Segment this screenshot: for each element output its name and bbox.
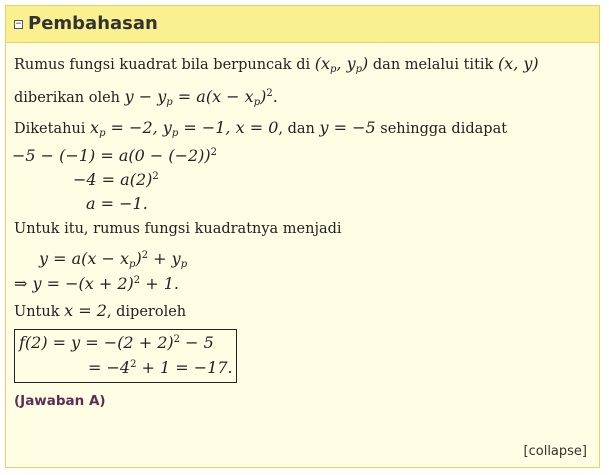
equation-1 [12,146,217,165]
text: , dan [278,121,320,137]
collapse-toggle-icon[interactable]: − [15,19,22,29]
equation-2 [73,170,159,189]
math: ) [135,249,142,268]
math: . [272,87,278,106]
text-line-2 [14,87,278,106]
text-line-1 [14,54,539,73]
text: Diketahui [14,121,91,137]
math: x [90,118,100,137]
math-sub: p [129,259,136,270]
math: + 1 = −17. [136,358,233,377]
math: (x, y) [497,54,539,73]
text: , diperoleh [106,304,187,320]
solution-header[interactable] [6,6,599,43]
formula-2 [14,274,179,293]
math: , y [336,54,356,73]
math-sup: 2 [210,147,218,158]
math: ⇒ y = −(x + 2) [14,274,134,293]
solution-box [5,5,600,468]
math: x = 2 [64,301,107,320]
text: Untuk [14,304,65,320]
math-sub: p [171,128,179,139]
math: + y [148,249,181,268]
math-sup: 2 [266,88,273,99]
math: ) [260,87,267,106]
math: ) [362,54,369,73]
result-line-2 [88,358,233,377]
text: dan melalui titik [368,57,498,73]
math-sub: p [99,128,106,139]
text: Rumus fungsi kuadrat bila berpuncak di [14,57,315,73]
math-sub: p [166,97,173,108]
text-line-4 [14,221,342,237]
math: −5 − (−1) = a(0 − (−2)) [12,146,211,165]
math: = −2, y [105,118,172,137]
collapse-link[interactable]: [collapse] [523,444,587,459]
text: diberikan oleh [14,90,125,106]
text-line-3 [14,118,507,137]
math: y − y [124,87,167,106]
math: = −4 [88,358,131,377]
math-sup: 2 [173,334,180,345]
math-sub: p [253,97,261,108]
equation-3 [86,194,148,213]
math: y = a(x − x [39,249,130,268]
math-sub: p [355,64,363,75]
math-sup: 2 [152,171,159,182]
formula-1 [39,249,187,268]
text: sehingga didapat [375,121,508,137]
answer-label: (Jawaban A) [14,393,106,409]
math: y = −5 [319,118,376,137]
math: (x [314,54,330,73]
math-sub: p [180,259,188,270]
math: + 1. [140,274,179,293]
math: = a(x − x [172,87,254,106]
math: −4 = a(2) [73,170,153,189]
math-sup: 2 [130,359,137,370]
math: − 5 [179,333,214,352]
math-sub: p [330,64,337,75]
text-line-5 [14,301,186,320]
math-sup: 2 [141,250,149,261]
solution-title: Pembahasan [28,13,158,34]
result-line-1 [19,333,214,352]
math: f(2) = y = −(2 + 2) [19,333,174,352]
text: Untuk itu, rumus fungsi kuadratnya menjadi [14,221,342,237]
math-sup: 2 [133,275,141,286]
math: a = −1. [86,194,148,213]
math: = −1, x = 0 [178,118,279,137]
